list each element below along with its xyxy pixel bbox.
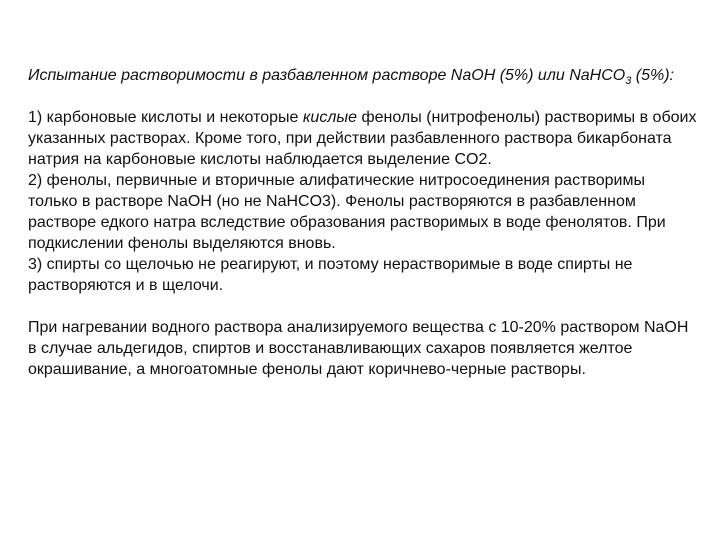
- heading-text-end: (5%):: [631, 67, 674, 84]
- list-item-1-text-end: фенолы (нитрофенолы) растворимы в обоих указанных растворах. Кроме того, при действии разбавленного раствора бикарбоната натрия на карбоновые кислоты наблюдается выделение CO2.: [28, 109, 697, 168]
- solubility-list: [28, 107, 698, 296]
- final-paragraph: При нагревании водного раствора анализируемого вещества с 10-20% раствором NaOH в случае альдегидов, спиртов и восстанавливающих сахаров появляется желтое окрашивание, а многоатомные фенолы дают коричнево-черные растворы.: [28, 319, 689, 378]
- final-block: [28, 317, 698, 380]
- list-item-1: [28, 107, 698, 170]
- list-item-1-italic: кислые: [302, 109, 358, 126]
- heading-subscript: 3: [625, 75, 632, 88]
- heading: [28, 65, 698, 86]
- slide-content: [28, 65, 698, 380]
- list-item-2: 2) фенолы, первичные и вторичные алифатические нитросоединения растворимы только в растворе NaOH (но не NaHCO3). Фенолы растворяются в разбавленном растворе едкого натра вследствие образования растворимых в воде фенолятов. При подкислении фенолы выделяются вновь.: [28, 172, 666, 252]
- list-item-1-text: 1) карбоновые кислоты и некоторые: [28, 109, 303, 126]
- list-item-3: 3) спирты со щелочью не реагируют, и поэтому нерастворимые в воде спирты не растворяются и в щелочи.: [28, 256, 633, 294]
- heading-text: Испытание растворимости в разбавленном растворе NaOH (5%) или NaHCO: [28, 67, 626, 84]
